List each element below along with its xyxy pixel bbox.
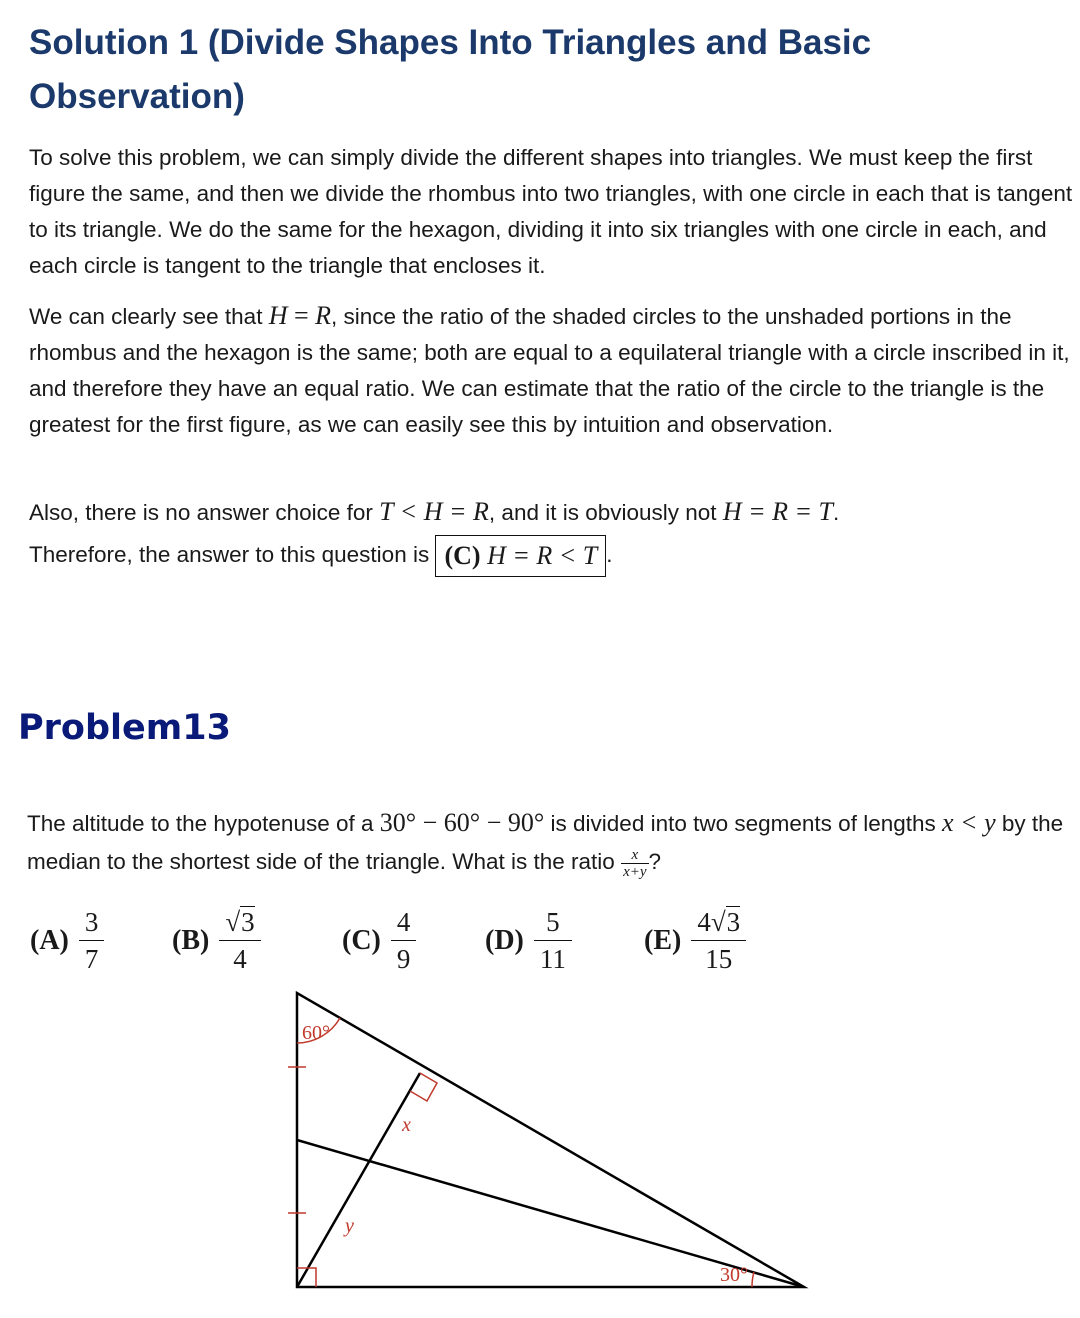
solution-paragraph-1: To solve this problem, we can simply divide the different shapes into triangles. We must keep the first figure the same, and then we divide the rhombus into two triangles, with one circle in each that is tangent to its triangle. We do the same for the hexagon, dividing it into six triangles with one circle in each, and each circle is tangent to the triangle that encloses it. [29, 145, 1073, 278]
solution-paragraph-3: Also, there is no answer choice for T < H = R, and it is obviously not H = R = T. Therefore, the answer to this question is (C) H = R < T . [29, 491, 1074, 577]
angle-arc-right [752, 1272, 754, 1287]
right-angle-mark-foot [410, 1073, 437, 1101]
altitude-line [297, 1073, 420, 1287]
math-inequality: x < y [942, 808, 996, 837]
segment-label-x: x [402, 1114, 411, 1136]
choice-c[interactable]: (C) $\frac{4}{9}$ [342, 898, 416, 983]
problem-title: Problem13 [18, 708, 231, 748]
math-h-r-t: H = R = T [722, 497, 834, 526]
solution-paragraph-2: We can clearly see that H = R, since the ratio of the shaded circles to the unshaded portions in the rhombus and the hexagon is the same; both are equal to a equilateral triangle with a circle inscribed in it, and therefore they have an equal ratio. We can estimate that the ratio of the circle to the triangle is the greatest for the first figure, as we can easily see this by intuition and observation. [29, 301, 1070, 437]
angle-label-60: 60° [302, 1022, 330, 1044]
ratio-fraction: $\frac{x}{x+y}$ [623, 846, 647, 880]
boxed-answer: (C) H = R < T [435, 535, 606, 577]
choice-b[interactable]: (B) $\frac{√3}{4}$ [172, 898, 261, 983]
choice-a[interactable]: (A) $\frac{3}{7}$ [30, 898, 104, 983]
math-r: R [315, 301, 332, 330]
solution-title: Solution 1 (Divide Shapes Into Triangles and Basic Observation) [29, 23, 872, 116]
problem-statement: The altitude to the hypotenuse of a 30° − 60° − 90° is divided into two segments of lengths x < y by the median to the shortest side of the triangle. What is the ratio $\frac{x}{x+y}$ ? [27, 808, 1064, 880]
angle-label-30: 30° [720, 1264, 748, 1286]
triangle-outline [297, 993, 804, 1287]
math-angles: 30° − 60° − 90° [379, 808, 545, 837]
segment-label-y: y [345, 1215, 354, 1237]
math-h: H [268, 301, 288, 330]
choice-e[interactable]: (E) $\frac{4√3}{15}$ [644, 898, 746, 983]
math-t-h-r: T < H = R [379, 497, 489, 526]
choice-d[interactable]: (D) $\frac{5}{11}$ [485, 898, 572, 983]
